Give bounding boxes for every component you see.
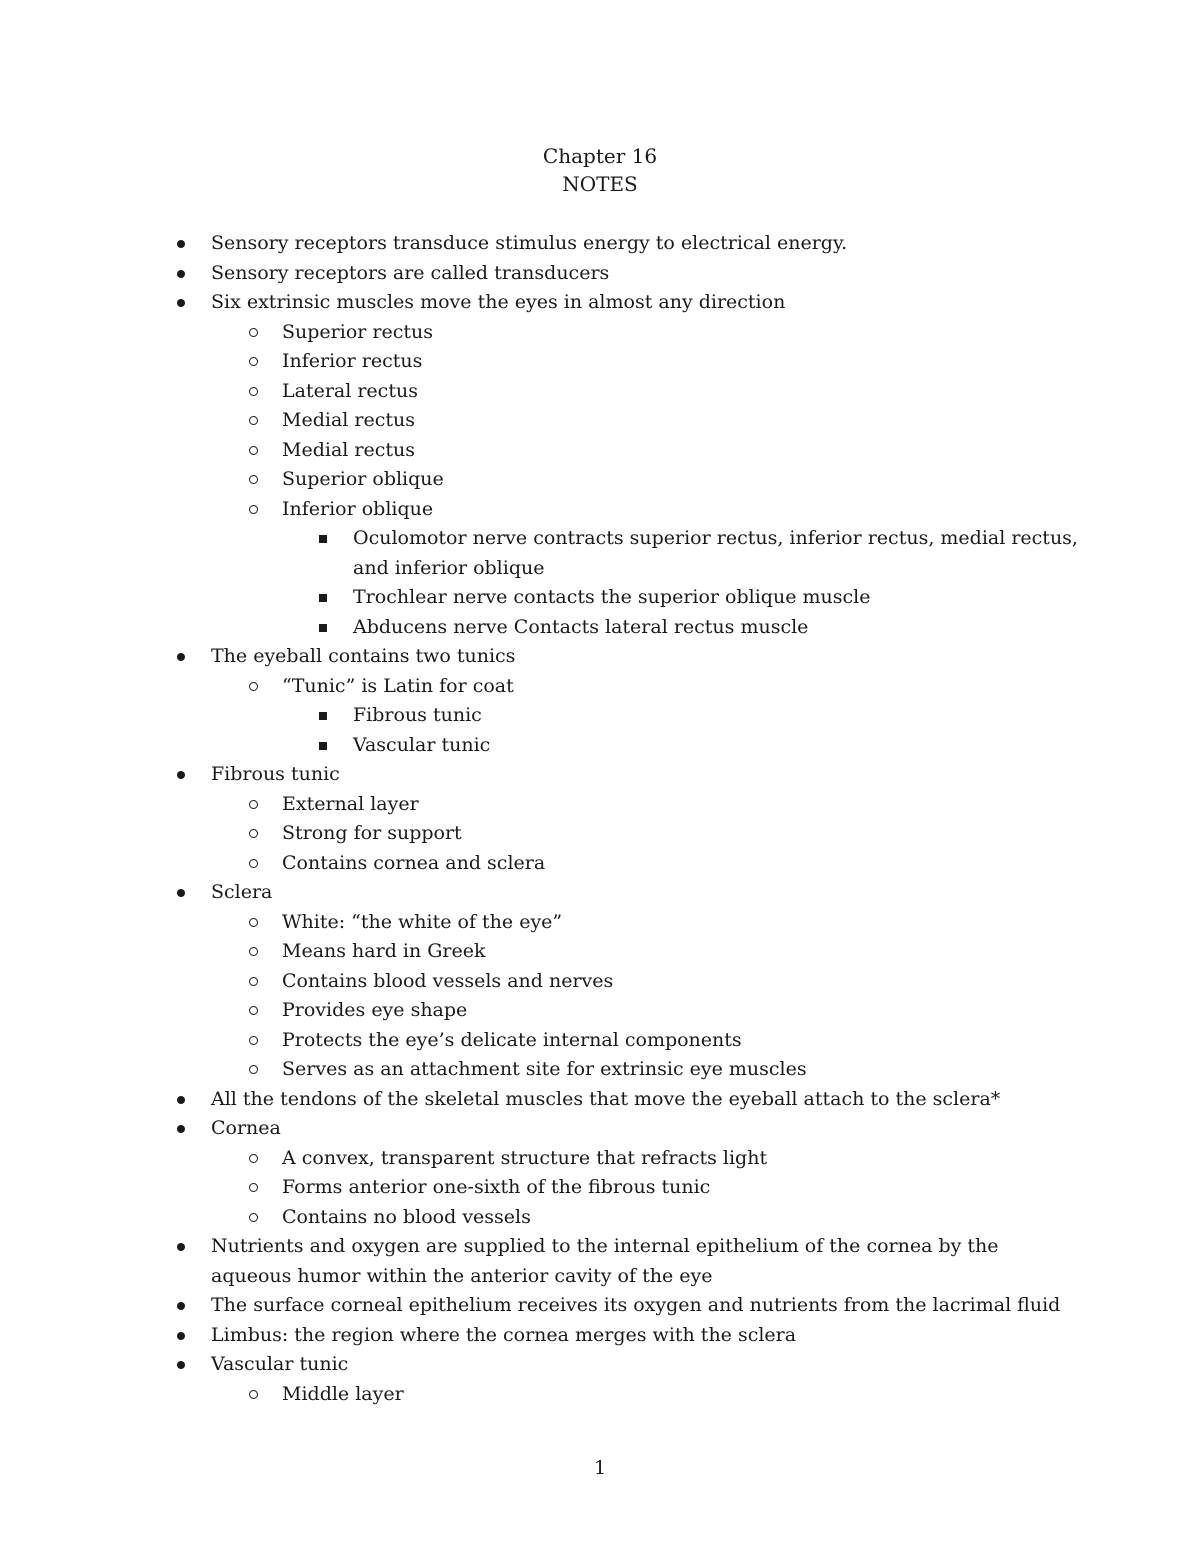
list-item-text: Forms anterior one-sixth of the fibrous tunic [282,1176,711,1198]
list-item-level-2 [0,495,1200,525]
list-item-level-2 [0,1203,1200,1233]
list-item-level-1 [0,1085,1200,1115]
circle-bullet-icon [249,1213,258,1222]
list-item-level-1 [0,1350,1200,1380]
circle-bullet-icon [249,1154,258,1163]
list-item-text: Sensory receptors are called transducers [211,261,610,284]
circle-bullet-icon [249,357,258,366]
circle-bullet-icon [249,800,258,809]
circle-bullet-icon [249,446,258,455]
list-item-text: Six extrinsic muscles move the eyes in almost any direction [211,291,786,313]
list-item-level-2 [0,1144,1200,1174]
list-item-text: Fibrous tunic [353,704,482,726]
list-item-level-2 [0,1026,1200,1056]
list-item-level-3 [0,613,1200,643]
list-item-level-2 [0,347,1200,377]
list-item-text: Superior oblique [282,468,444,490]
square-bullet-icon [319,535,327,543]
list-item-text: Limbus: the region where the cornea merges with the sclera [211,1323,797,1346]
list-item-level-1 [0,1321,1200,1351]
list-item-level-2 [0,436,1200,466]
list-item-level-2 [0,406,1200,436]
circle-bullet-icon [249,505,258,514]
square-bullet-icon [319,594,327,602]
circle-bullet-icon [249,977,258,986]
circle-bullet-icon [249,328,258,337]
circle-bullet-icon [249,859,258,868]
circle-bullet-icon [249,1183,258,1192]
list-item-level-2 [0,937,1200,967]
circle-bullet-icon [249,829,258,838]
list-item-text: Protects the eye’s delicate internal components [282,1028,742,1051]
list-item-level-1 [0,878,1200,908]
list-item-text: Middle layer [282,1382,404,1405]
list-item-level-2 [0,672,1200,702]
list-item-text: Oculomotor nerve contracts superior rectus, inferior rectus, medial rectus, [353,527,1078,549]
list-item-text: aqueous humor within the anterior cavity of the eye [211,1264,713,1287]
disc-bullet-icon [177,1302,185,1310]
circle-bullet-icon [249,416,258,425]
disc-bullet-icon [177,1332,185,1340]
list-item-text: Medial rectus [282,438,415,461]
list-item-level-2 [0,996,1200,1026]
list-item-text: Serves as an attachment site for extrinsic eye muscles [282,1058,807,1080]
list-item-level-2 [0,790,1200,820]
circle-bullet-icon [249,475,258,484]
list-item-level-3 [0,524,1200,554]
list-item-level-2 [0,819,1200,849]
list-item-level-1 [0,1232,1200,1262]
square-bullet-icon [319,712,327,720]
list-item-text: Means hard in Greek [282,940,486,962]
circle-bullet-icon [249,947,258,956]
list-item-text: Contains no blood vessels [282,1205,531,1228]
square-bullet-icon [319,624,327,632]
list-item-text: The surface corneal epithelium receives its oxygen and nutrients from the lacrimal fluid [211,1294,1061,1316]
disc-bullet-icon [177,240,185,248]
list-item-text: All the tendons of the skeletal muscles that move the eyeball attach to the sclera* [211,1087,1001,1110]
list-item-continuation [0,554,1200,584]
list-item-text: and inferior oblique [353,556,545,579]
list-item-level-2 [0,465,1200,495]
list-item-text: Superior rectus [282,320,433,343]
list-item-text: The eyeball contains two tunics [211,645,516,667]
list-item-text: Lateral rectus [282,379,418,402]
page-number: 1 [593,1457,607,1479]
list-item-text: Trochlear nerve contacts the superior oblique muscle [353,586,871,608]
list-item-level-2 [0,377,1200,407]
list-item-text: Cornea [211,1117,281,1139]
list-item-level-2 [0,849,1200,879]
list-item-level-1 [0,259,1200,289]
circle-bullet-icon [249,1390,258,1399]
list-item-text: Strong for support [282,822,462,844]
list-item-level-2 [0,318,1200,348]
list-item-level-1 [0,760,1200,790]
circle-bullet-icon [249,1065,258,1074]
list-item-text: Contains cornea and sclera [282,851,546,874]
disc-bullet-icon [177,270,185,278]
list-item-level-1 [0,1291,1200,1321]
disc-bullet-icon [177,1361,185,1369]
list-item-text: Nutrients and oxygen are supplied to the internal epithelium of the cornea by the [211,1235,999,1257]
list-item-text: External layer [282,792,419,815]
chapter-title: Chapter 16 [542,144,658,168]
notes-list [0,229,1200,1409]
list-item-text: Abducens nerve Contacts lateral rectus muscle [353,615,809,638]
list-item-level-2 [0,908,1200,938]
circle-bullet-icon [249,387,258,396]
list-item-level-3 [0,731,1200,761]
list-item-text: “Tunic” is Latin for coat [282,674,514,697]
list-item-text: Fibrous tunic [211,763,340,785]
circle-bullet-icon [249,682,258,691]
list-item-text: Medial rectus [282,409,415,431]
list-item-continuation [0,1262,1200,1292]
list-item-level-2 [0,1055,1200,1085]
notes-subtitle: NOTES [562,172,638,196]
list-item-level-2 [0,1380,1200,1410]
circle-bullet-icon [249,1036,258,1045]
list-item-text: White: “the white of the eye” [282,910,563,933]
list-item-text: A convex, transparent structure that refracts light [282,1146,768,1169]
disc-bullet-icon [177,653,185,661]
list-item-level-3 [0,583,1200,613]
disc-bullet-icon [177,1096,185,1104]
disc-bullet-icon [177,299,185,307]
list-item-level-1 [0,229,1200,259]
list-item-level-1 [0,642,1200,672]
list-item-text: Sensory receptors transduce stimulus energy to electrical energy. [211,232,848,254]
disc-bullet-icon [177,1243,185,1251]
disc-bullet-icon [177,771,185,779]
list-item-level-2 [0,967,1200,997]
list-item-level-3 [0,701,1200,731]
list-item-text: Inferior rectus [282,350,423,372]
list-item-text: Inferior oblique [282,497,434,520]
disc-bullet-icon [177,889,185,897]
disc-bullet-icon [177,1125,185,1133]
circle-bullet-icon [249,918,258,927]
list-item-text: Sclera [211,881,273,903]
list-item-text: Provides eye shape [282,999,468,1021]
list-item-text: Contains blood vessels and nerves [282,969,614,992]
square-bullet-icon [319,742,327,750]
list-item-text: Vascular tunic [353,733,491,756]
circle-bullet-icon [249,1006,258,1015]
list-item-level-2 [0,1173,1200,1203]
list-item-level-1 [0,1114,1200,1144]
list-item-level-1 [0,288,1200,318]
list-item-text: Vascular tunic [211,1353,349,1375]
